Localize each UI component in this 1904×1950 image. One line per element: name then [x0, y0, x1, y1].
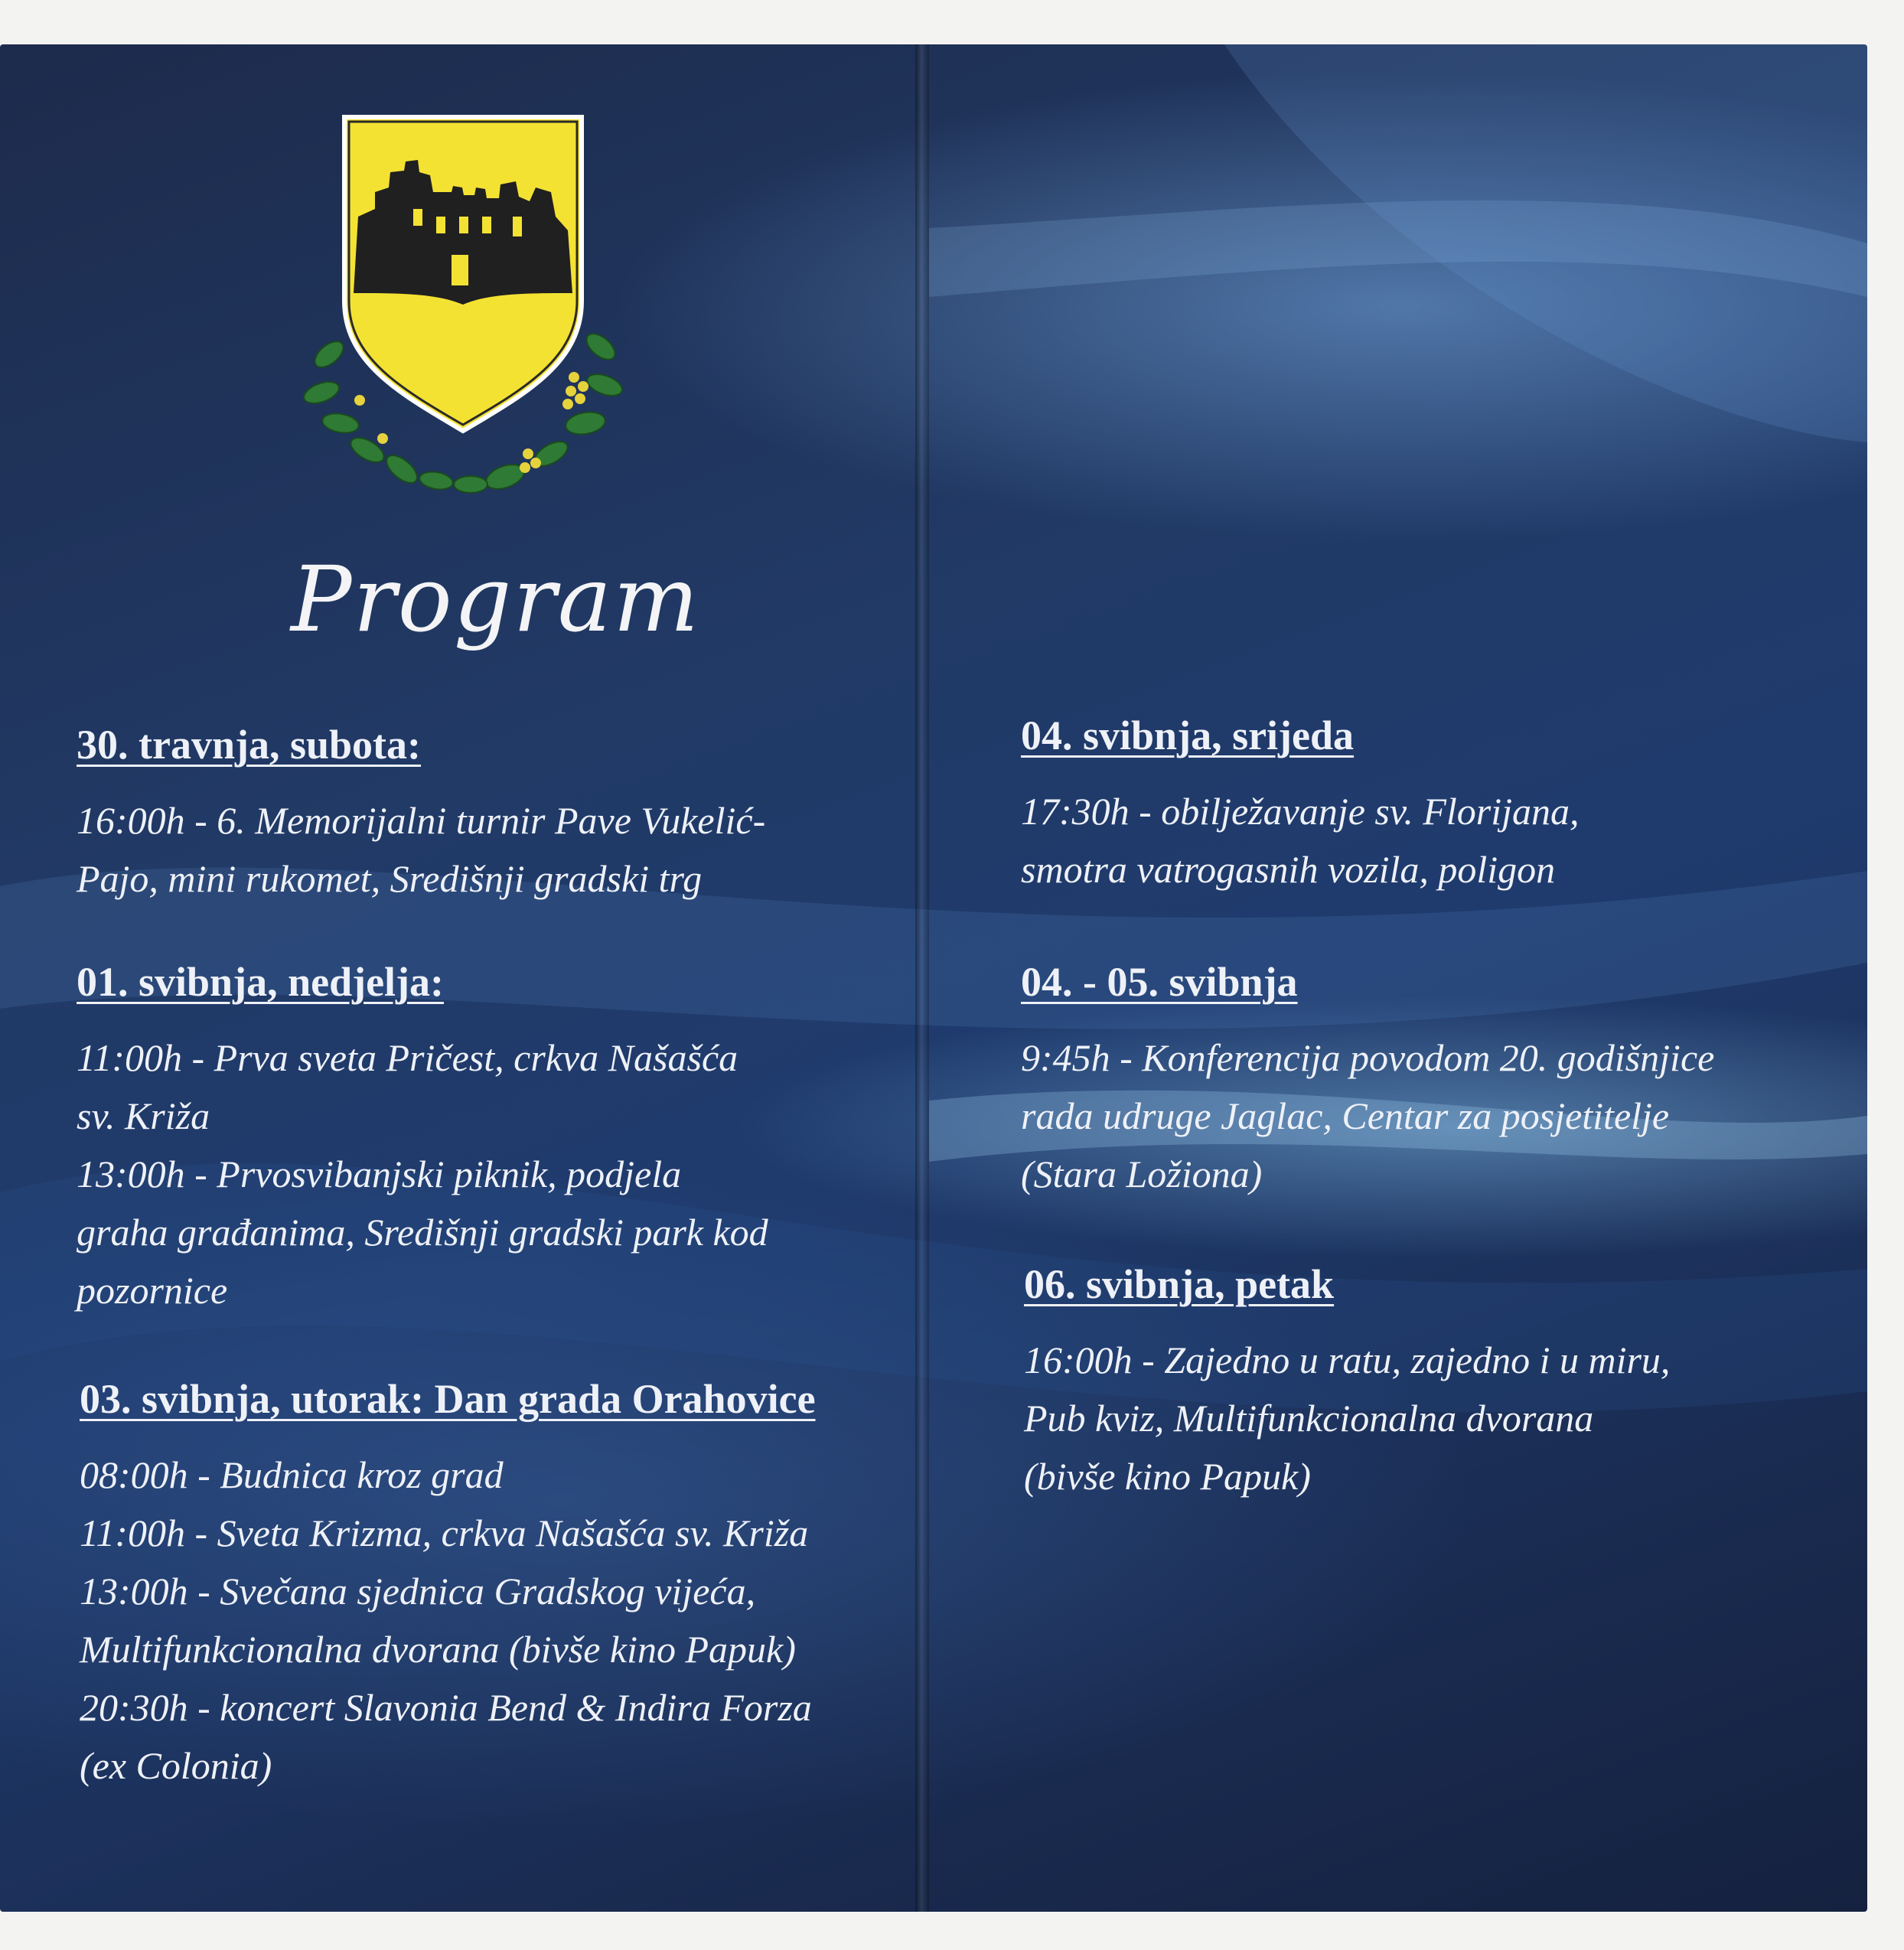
event-line: (bivše kino Papuk) [1024, 1455, 1311, 1498]
event-line: (Stara Ložiona) [1021, 1153, 1263, 1195]
day-block [1021, 709, 1580, 898]
event-line: rada udruge Jaglac, Centar za posjetitelje [1021, 1094, 1670, 1137]
left-panel [0, 44, 915, 1912]
event-line: Pub kviz, Multifunkcionalna dvorana [1024, 1397, 1594, 1440]
day-heading: 01. svibnja, nedjelja: [77, 959, 445, 1005]
day-heading: 06. svibnja, petak [1024, 1261, 1335, 1307]
program-title: Program [291, 546, 701, 652]
event-line: graha građanima, Središnji gradski park kod [77, 1211, 768, 1254]
event-line: Pajo, mini rukomet, Središnji gradski trg [77, 857, 703, 900]
event-line: (ex Colonia) [80, 1744, 272, 1787]
coat-of-arms-icon [298, 102, 628, 500]
event-line: 13:00h - Svečana sjednica Gradskog vijeća, [80, 1570, 756, 1612]
event-line: smotra vatrogasnih vozila, poligon [1021, 848, 1556, 891]
day-block [77, 955, 768, 1319]
event-line: 11:00h - Sveta Krizma, crkva Našašća sv. Križa [80, 1511, 809, 1554]
event-line: 9:45h - Konferencija povodom 20. godišnjice [1021, 1036, 1715, 1079]
event-line: 13:00h - Prvosvibanjski piknik, podjela [77, 1153, 682, 1195]
event-line: 08:00h - Budnica kroz grad [80, 1453, 504, 1496]
event-line: 16:00h - 6. Memorijalni turnir Pave Vukelić- [77, 799, 766, 842]
event-line: 20:30h - koncert Slavonia Bend & Indira Forza [80, 1686, 812, 1729]
event-line: pozornice [77, 1269, 228, 1312]
day-heading: 04. - 05. svibnja [1021, 959, 1298, 1005]
day-block [77, 718, 765, 908]
event-line: sv. Križa [77, 1094, 210, 1137]
day-heading: 30. travnja, subota: [77, 722, 422, 768]
fold-crease [915, 44, 929, 1912]
day-block [1021, 955, 1714, 1203]
day-block [80, 1372, 816, 1795]
right-panel [929, 44, 1867, 1912]
event-line: 17:30h - obilježavanje sv. Florijana, [1021, 790, 1580, 833]
event-line: 11:00h - Prva sveta Pričest, crkva Našašća [77, 1036, 738, 1079]
event-line: 16:00h - Zajedno u ratu, zajedno i u miru, [1024, 1339, 1671, 1381]
day-heading: 04. svibnja, srijeda [1021, 712, 1355, 758]
event-line: Multifunkcionalna dvorana (bivše kino Papuk) [80, 1628, 796, 1671]
day-block [1024, 1257, 1670, 1505]
brochure-page [0, 44, 1867, 1912]
day-heading: 03. svibnja, utorak: Dan grada Orahovice [80, 1376, 816, 1422]
